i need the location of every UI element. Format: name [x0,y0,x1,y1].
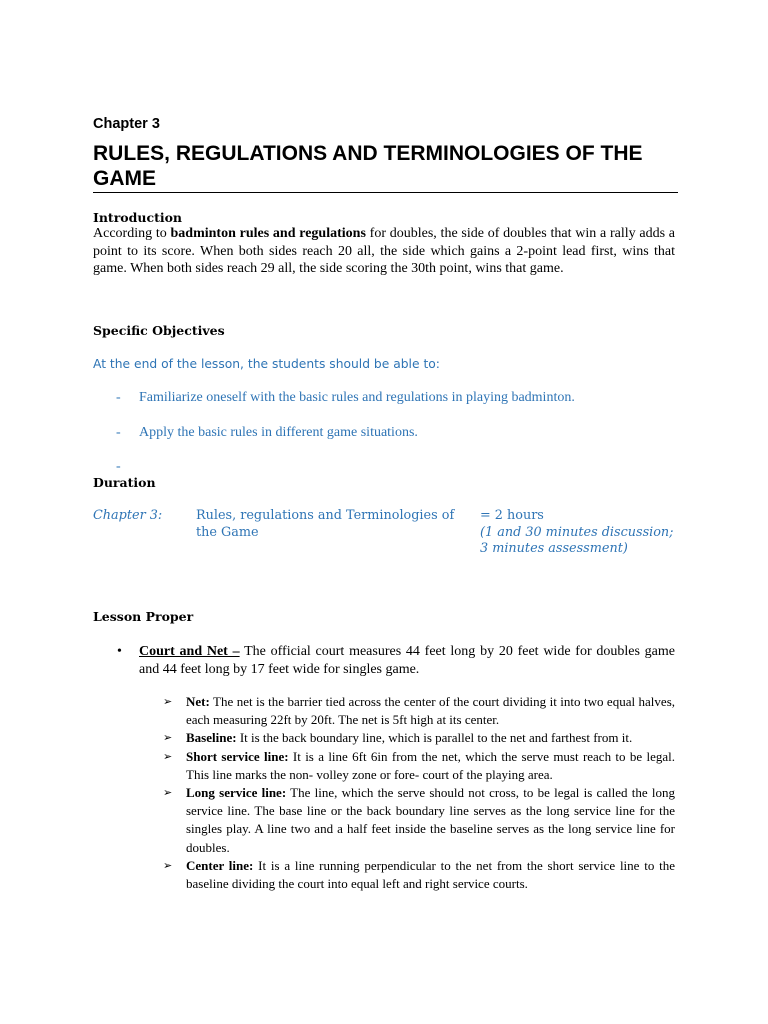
duration-hours: = 2 hours [480,508,544,523]
term-definition: It is a line 6ft 6in from the net, which the serve must reach to be legal. This line marks the non- volley zone or fore- court of the playing area. [186,748,676,782]
list-item [163,784,675,857]
terminology-list [163,693,675,893]
duration-hours-cell [480,508,680,558]
arrow-bullet-icon: ➢ [163,695,173,708]
arrow-bullet-icon: ➢ [163,731,173,745]
court-net-description: The official court measures 44 feet long by 20 feet wide for doubles game and 44 feet long by 17 feet wide for singles game. [139,644,675,677]
duration-chapter: Chapter 3: [93,508,163,523]
introduction-heading: Introduction [93,210,183,225]
arrow-bullet-icon: ➢ [163,786,173,800]
objective-text: Apply the basic rules in different game situations. [139,425,418,440]
duration-topic: Rules, regulations and Terminologies of the Game [196,508,455,540]
term-definition: The net is the barrier tied across the center of the court dividing it into two equal halves, each measuring 22ft by 20ft. The net is 5ft high at its center. [186,694,675,728]
list-item [163,857,675,893]
arrow-bullet-icon: ➢ [163,858,173,872]
lesson-heading: Lesson Proper [93,609,194,624]
court-net-text [139,643,675,678]
term-name: Short service line: [186,748,289,764]
term-definition: It is a line running perpendicular to the net from the short service line to the baseline dividing the court into equal left and right service courts. [186,857,675,892]
duration-heading: Duration [93,475,156,490]
list-item [163,729,675,747]
arrow-bullet-icon: ➢ [163,749,173,763]
term-name: Center line: [186,857,254,873]
objectives-heading: Specific Objectives [93,323,225,338]
bullet-marker: • [117,644,122,659]
court-net-bullet [117,643,675,678]
dash-marker: - [116,390,121,405]
term-name: Baseline: [186,730,237,746]
objectives-lead: At the end of the lesson, the students should be able to: [93,357,440,371]
objective-item [116,459,139,475]
list-item [163,748,675,784]
term-definition: It is the back boundary line, which is parallel to the net and farthest from it. [236,730,633,746]
title-divider [93,192,678,193]
intro-text-bold: badminton rules and regulations [170,226,366,241]
dash-marker: - [116,425,121,440]
term-name: Long service line: [186,785,287,801]
court-net-term: Court and Net – [139,644,240,659]
duration-breakdown-1: (1 and 30 minutes discussion; [480,524,674,540]
duration-breakdown-2: 3 minutes assessment) [480,541,628,556]
intro-text-end: for doubles, the side of doubles that win a rally adds a point to its score. When both sides reach 20 all, the side which gains a 2-point lead first, wins that game. When both sides reach 29 all, the side scoring the 30th point, wins that game. [93,226,675,276]
objective-item [116,390,575,406]
term-definition: The line, which the serve should not cross, to be legal is called the long service line. The base line or the back boundary line serves as the long service line for the singles play. A line two and a half feet inside the baseline serves as the long service line for doubles. [186,785,675,855]
introduction-paragraph [93,225,675,278]
objective-item [116,425,418,441]
dash-marker: - [116,459,121,474]
intro-text-start: According to [93,226,171,241]
list-item [163,693,675,729]
objective-text: Familiarize oneself with the basic rules and regulations in playing badminton. [139,390,575,405]
term-name: Net: [186,694,210,709]
chapter-label: Chapter 3 [93,116,160,132]
page-title: RULES, REGULATIONS AND TERMINOLOGIES OF THE GAME [93,142,643,190]
